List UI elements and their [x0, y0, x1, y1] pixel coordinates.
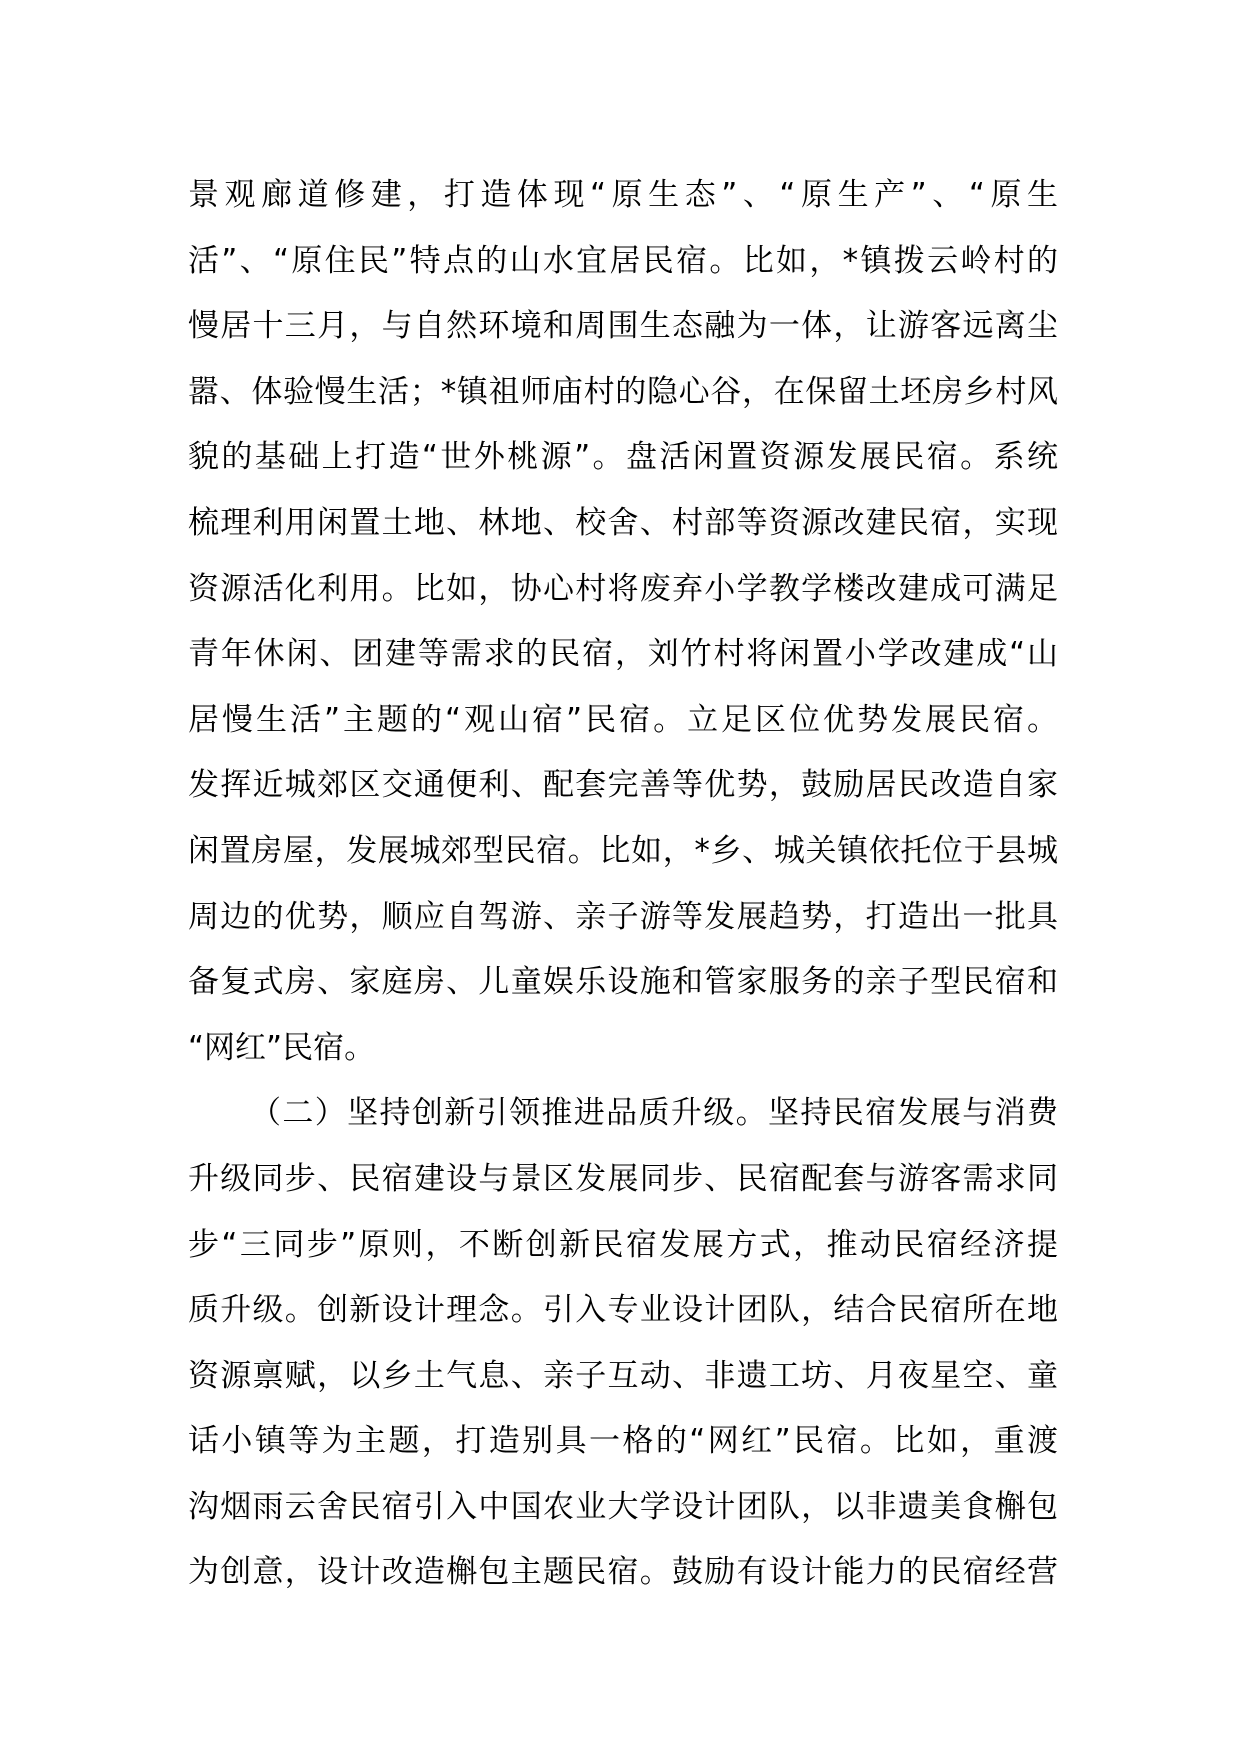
text-line: 为创意，设计改造槲包主题民宿。鼓励有设计能力的民宿经营	[188, 1554, 1058, 1591]
text-line: 沟烟雨云舍民宿引入中国农业大学设计团队，以非遗美食槲包	[188, 1488, 1058, 1525]
text-line: 活”、“原住民”特点的山水宜居民宿。比如，*镇拨云岭村的	[188, 242, 1058, 279]
text-line: 梳理利用闲置土地、林地、校舍、村部等资源改建民宿，实现	[188, 504, 1058, 541]
text-line: 质升级。创新设计理念。引入专业设计团队，结合民宿所在地	[188, 1292, 1058, 1329]
text-line: 居慢生活”主题的“观山宿”民宿。立足区位优势发展民宿。	[188, 701, 1058, 738]
text-line: 慢居十三月，与自然环境和周围生态融为一体，让游客远离尘	[188, 308, 1058, 345]
text-line: 升级同步、民宿建设与景区发展同步、民宿配套与游客需求同	[188, 1160, 1058, 1197]
text-line: 发挥近城郊区交通便利、配套完善等优势，鼓励居民改造自家	[188, 767, 1058, 804]
paragraph-end-line: “网红”民宿。	[188, 1029, 376, 1066]
text-line: 貌的基础上打造“世外桃源”。盘活闲置资源发展民宿。系统	[188, 439, 1058, 476]
text-line: 周边的优势，顺应自驾游、亲子游等发展趋势，打造出一批具	[188, 898, 1058, 935]
section-heading-line: （二）坚持创新引领推进品质升级。坚持民宿发展与消费	[250, 1095, 1058, 1132]
text-line: 闲置房屋，发展城郊型民宿。比如，*乡、城关镇依托位于县城	[188, 832, 1058, 869]
text-line: 青年休闲、团建等需求的民宿，刘竹村将闲置小学改建成“山	[188, 636, 1058, 673]
text-line: 景观廊道修建，打造体现“原生态”、“原生产”、“原生	[188, 177, 1058, 213]
document-body	[188, 163, 1058, 1606]
text-line: 资源活化利用。比如，协心村将废弃小学教学楼改建成可满足	[188, 570, 1058, 607]
text-line: 备复式房、家庭房、儿童娱乐设施和管家服务的亲子型民宿和	[188, 964, 1058, 1001]
text-line: 话小镇等为主题，打造别具一格的“网红”民宿。比如，重渡	[188, 1423, 1058, 1460]
text-line: 步“三同步”原则，不断创新民宿发展方式，推动民宿经济提	[188, 1226, 1058, 1263]
text-line: 资源禀赋，以乡土气息、亲子互动、非遗工坊、月夜星空、童	[188, 1357, 1058, 1394]
text-line: 嚣、体验慢生活；*镇祖师庙村的隐心谷，在保留土坯房乡村风	[188, 373, 1058, 410]
